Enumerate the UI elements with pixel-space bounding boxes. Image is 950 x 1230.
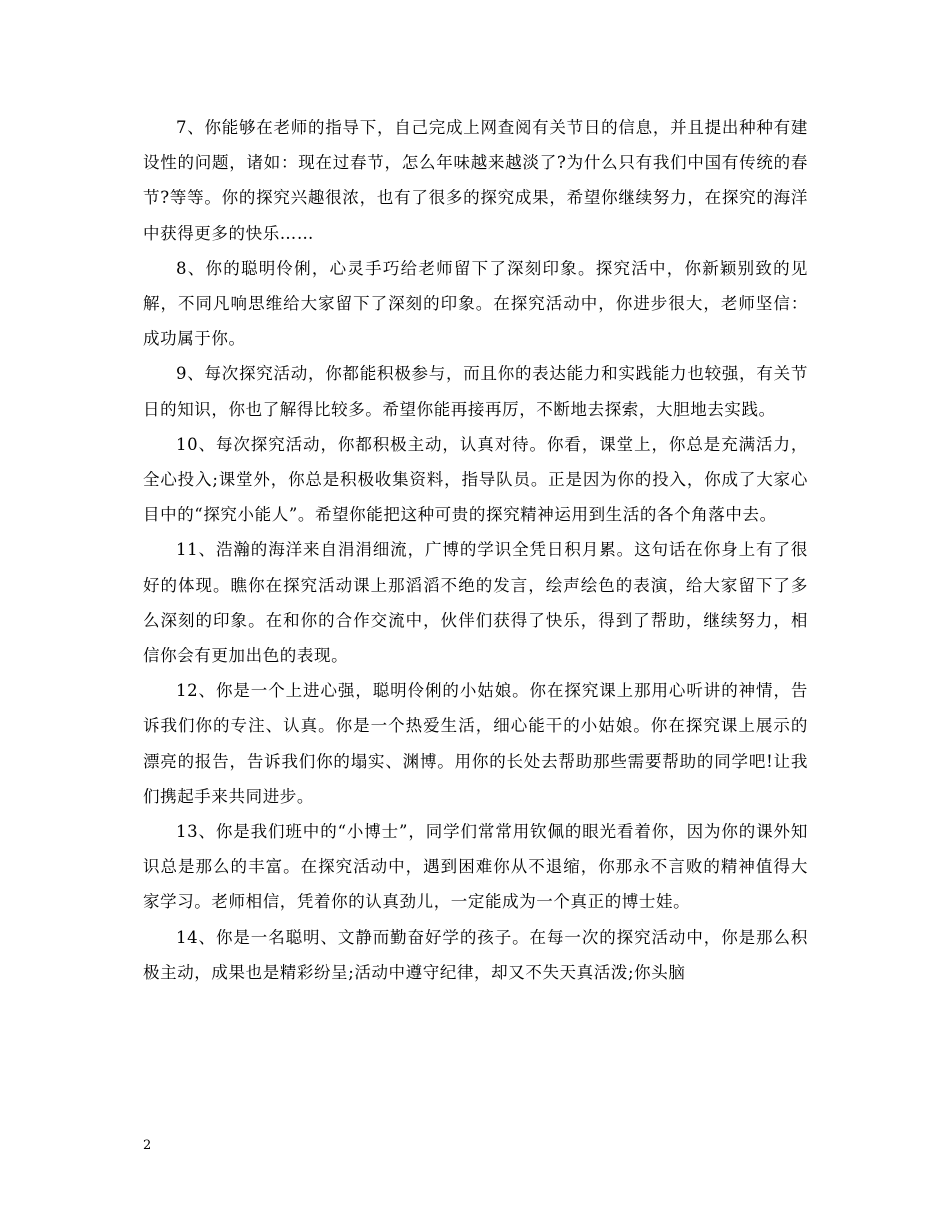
paragraph-9: 9、每次探究活动，你都能积极参与，而且你的表达能力和实践能力也较强，有关节日的知识，你也了解得比较多。希望你能再接再厉，不断地去探索，大胆地去实践。: [143, 364, 808, 419]
paragraph-7: 7、你能够在老师的指导下，自己完成上网查阅有关节日的信息，并且提出种种有建设性的问题，诸如：现在过春节，怎么年味越来越淡了?为什么只有我们中国有传统的春节?等等。你的探究兴趣很浓，也有了很多的探究成果，希望你继续努力，在探究的海洋中获得更多的快乐……: [143, 118, 808, 243]
paragraph-13: 13、你是我们班中的“小博士”，同学们常常用钦佩的眼光看着你，因为你的课外知识总是那么的丰富。在探究活动中，遇到困难你从不退缩，你那永不言败的精神值得大家学习。老师相信，凭着你的认真劲儿，一定能成为一个真正的博士娃。: [143, 822, 808, 912]
paragraph-12: 12、你是一个上进心强，聪明伶俐的小姑娘。你在探究课上那用心听讲的神情，告诉我们你的专注、认真。你是一个热爱生活，细心能干的小姑娘。你在探究课上展示的漂亮的报告，告诉我们你的塌实、渊博。用你的长处去帮助那些需要帮助的同学吧!让我们携起手来共同进步。: [143, 681, 808, 806]
paragraph-10: 10、每次探究活动，你都积极主动，认真对待。你看，课堂上，你总是充满活力，全心投入;课堂外，你总是积极收集资料，指导队员。正是因为你的投入，你成了大家心目中的“探究小能人”。希望你能把这种可贵的探究精神运用到生活的各个角落中去。: [143, 434, 808, 525]
paragraph-14: 14、你是一名聪明、文静而勤奋好学的孩子。在每一次的探究活动中，你是那么积极主动，成果也是精彩纷呈;活动中遵守纪律，却又不失天真活泼;你头脑: [143, 927, 808, 982]
paragraph-11: 11、浩瀚的海洋来自涓涓细流，广博的学识全凭日积月累。这句话在你身上有了很好的体现。瞧你在探究活动课上那滔滔不绝的发言，绘声绘色的表演，给大家留下了多么深刻的印象。在和你的合作交流中，伙伴们获得了快乐，得到了帮助，继续努力，相信你会有更加出色的表现。: [143, 540, 808, 666]
paragraph-8: 8、你的聪明伶俐，心灵手巧给老师留下了深刻印象。探究活中，你新颖别致的见解，不同凡响思维给大家留下了深刻的印象。在探究活动中，你进步很大，老师坚信：成功属于你。: [143, 258, 808, 349]
page-number: 2: [143, 1138, 152, 1153]
document-body: [143, 110, 808, 990]
